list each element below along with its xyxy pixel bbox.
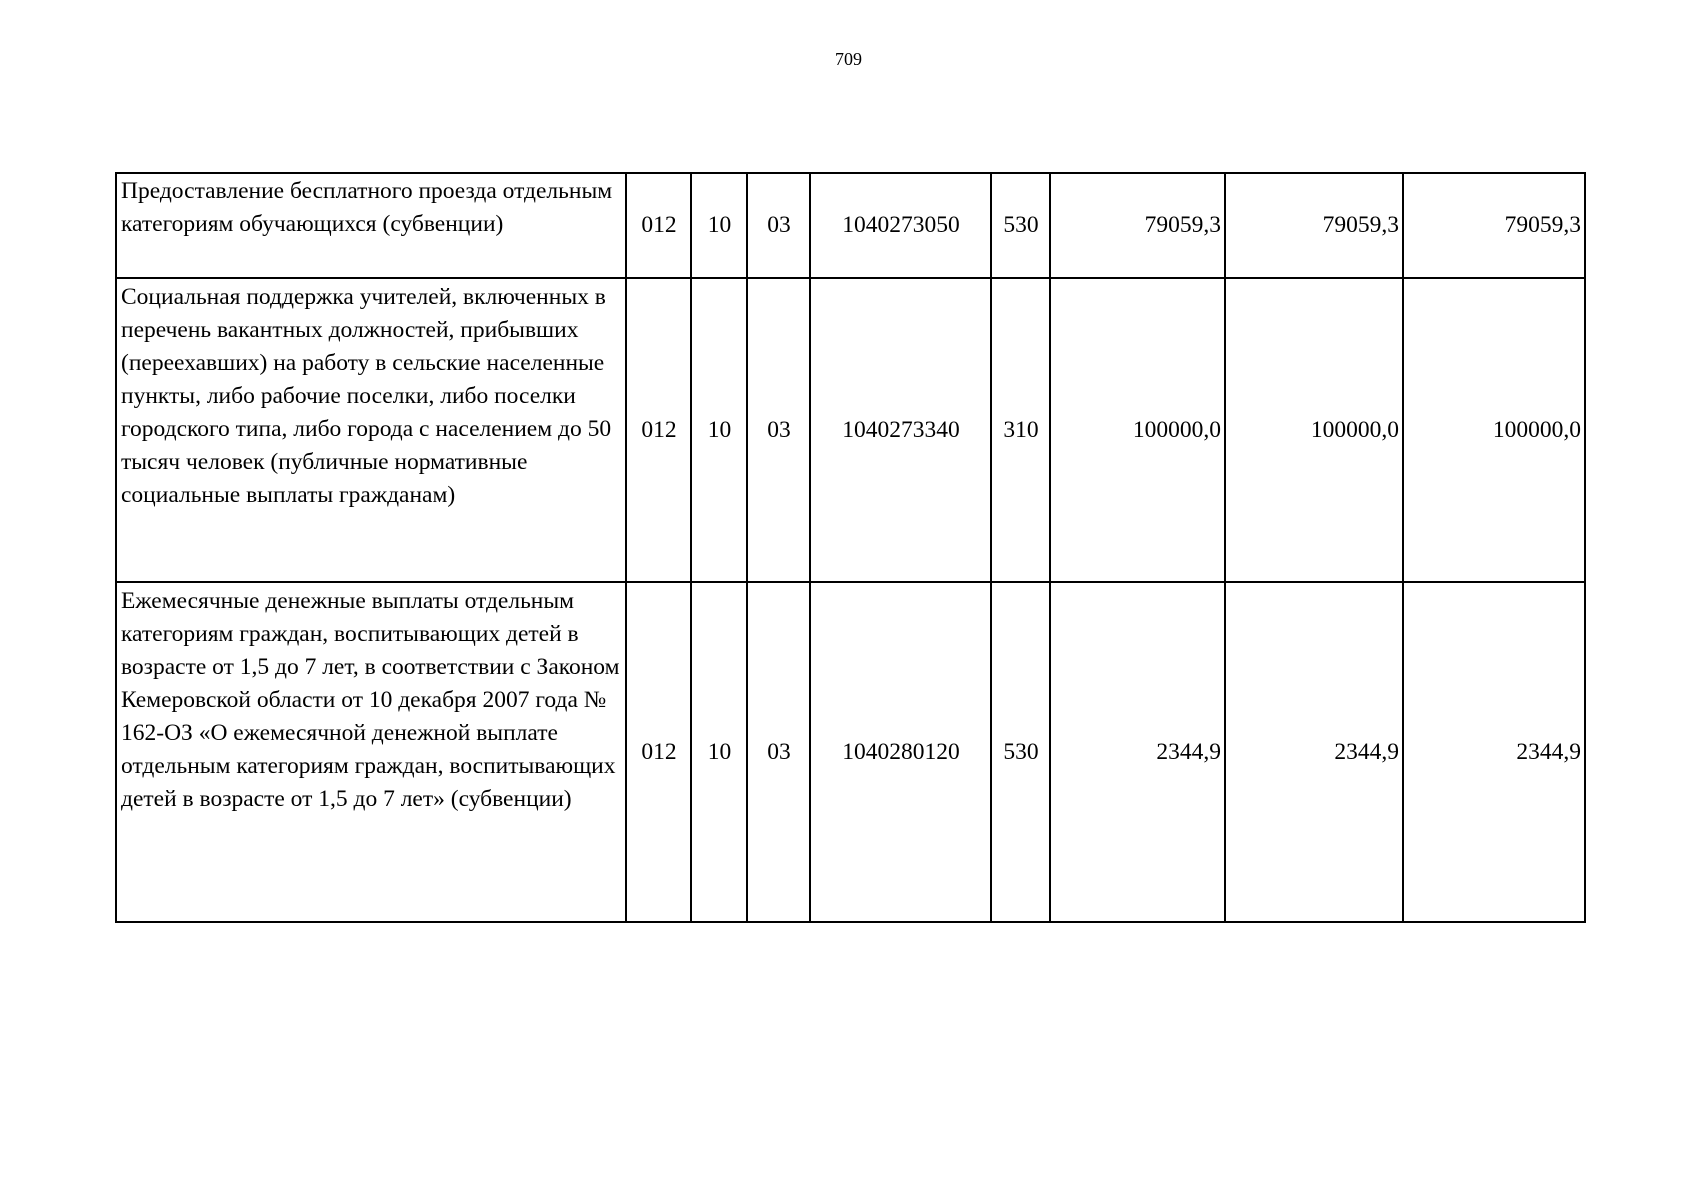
amount-year-3: 79059,3 xyxy=(1403,173,1585,278)
amount-year-3: 2344,9 xyxy=(1403,582,1585,922)
row-description: Ежемесячные денежные выплаты отдельным категориям граждан, воспитывающих детей в возрасте от 1,5 до 7 лет, в соответствии с Законом Кемеровской области от 10 декабря 2007 года № 162-ОЗ «О ежемесячной денежной выплате отдельным категориям граждан, воспитывающих детей в возрасте от 1,5 до 7 лет» (субвенции) xyxy=(116,582,626,922)
expense-type-code: 310 xyxy=(991,278,1050,582)
target-article-code: 1040280120 xyxy=(810,582,991,922)
page-number: 709 xyxy=(835,49,862,69)
subsection-code: 03 xyxy=(747,278,810,582)
ministry-code: 012 xyxy=(626,173,691,278)
row-description: Предоставление бесплатного проезда отдельным категориям обучающихся (субвенции) xyxy=(116,173,626,278)
table-row xyxy=(116,582,1585,922)
row-description: Социальная поддержка учителей, включенных в перечень вакантных должностей, прибывших (переехавших) на работу в сельские населенные пункты, либо рабочие поселки, либо поселки городского типа, либо города с населением до 50 тысяч человек (публичные нормативные социальные выплаты гражданам) xyxy=(116,278,626,582)
amount-year-2: 2344,9 xyxy=(1225,582,1403,922)
section-code: 10 xyxy=(691,278,747,582)
table-row xyxy=(116,278,1585,582)
subsection-code: 03 xyxy=(747,173,810,278)
amount-year-2: 100000,0 xyxy=(1225,278,1403,582)
expense-type-code: 530 xyxy=(991,582,1050,922)
target-article-code: 1040273340 xyxy=(810,278,991,582)
amount-year-1: 100000,0 xyxy=(1050,278,1225,582)
table-row xyxy=(116,173,1585,278)
amount-year-1: 2344,9 xyxy=(1050,582,1225,922)
subsection-code: 03 xyxy=(747,582,810,922)
expense-type-code: 530 xyxy=(991,173,1050,278)
ministry-code: 012 xyxy=(626,582,691,922)
target-article-code: 1040273050 xyxy=(810,173,991,278)
section-code: 10 xyxy=(691,582,747,922)
amount-year-2: 79059,3 xyxy=(1225,173,1403,278)
section-code: 10 xyxy=(691,173,747,278)
amount-year-3: 100000,0 xyxy=(1403,278,1585,582)
amount-year-1: 79059,3 xyxy=(1050,173,1225,278)
ministry-code: 012 xyxy=(626,278,691,582)
budget-table xyxy=(115,172,1586,923)
